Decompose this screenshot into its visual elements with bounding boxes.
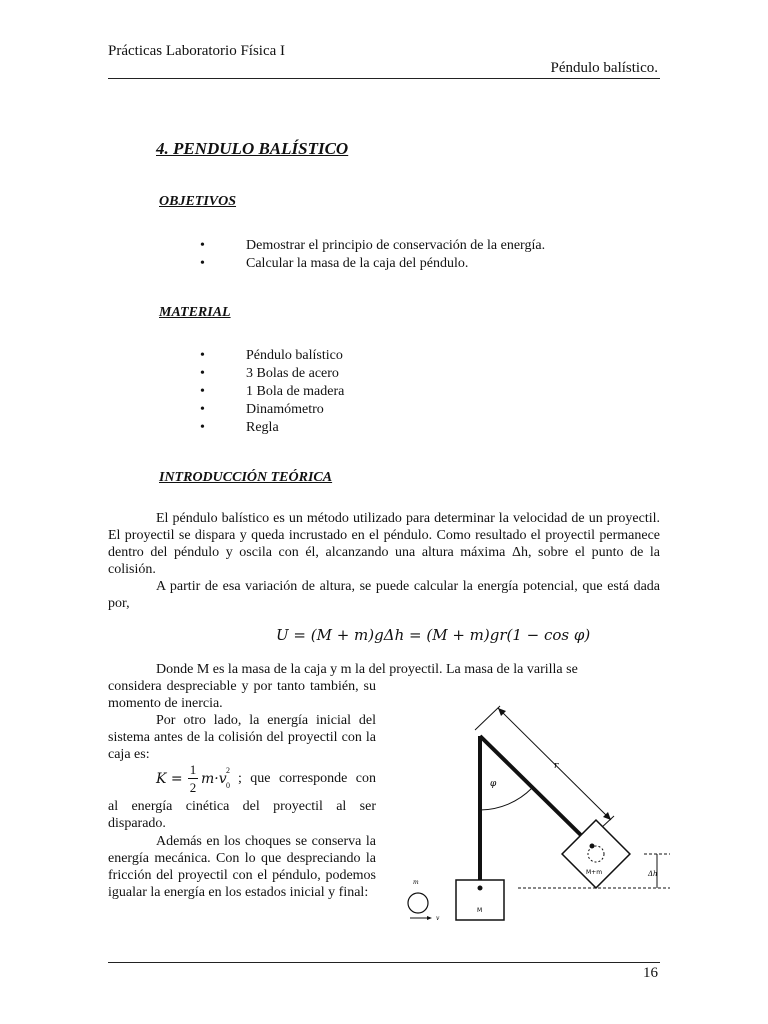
label-delta-h: Δh xyxy=(648,870,658,878)
material-heading: MATERIAL xyxy=(159,305,231,320)
intro-paragraph-3-rest: considera despreciable y por tanto también, su momento de inercia. xyxy=(108,679,376,711)
swung-box xyxy=(562,820,630,888)
page-number: 16 xyxy=(643,965,658,981)
intro-paragraph-2: A partir de esa variación de altura, se puede calcular la energía potencial, que está dada por, xyxy=(108,579,660,611)
intro-heading: INTRODUCCIÓN TEÓRICA xyxy=(159,470,333,485)
projectile-ball xyxy=(408,893,428,913)
pendulum-arm xyxy=(480,736,592,846)
list-item: • 1 Bola de madera xyxy=(200,383,344,401)
header-rule xyxy=(108,78,660,79)
eq-k-superscript: 2 xyxy=(226,766,230,775)
list-item: • Péndulo balístico xyxy=(200,347,344,365)
list-item: • Regla xyxy=(200,419,344,437)
list-item: • Dinamómetro xyxy=(200,401,344,419)
list-item: • Calcular la masa de la caja del péndulo. xyxy=(200,255,545,273)
label-projectile-mass: m xyxy=(413,879,419,886)
objectives-heading: OBJETIVOS xyxy=(159,194,237,209)
label-box-mass-combined: M+m xyxy=(586,869,603,876)
objectives-list xyxy=(200,237,545,273)
phi-angle-arc xyxy=(480,788,532,810)
velocity-arrowhead xyxy=(427,916,432,920)
intro-paragraph-4: Por otro lado, la energía inicial del sistema antes de la colisión del proyectil con la caja es: xyxy=(108,713,376,762)
ballistic-pendulum-figure xyxy=(400,690,675,930)
intro-paragraph-3-first-line: Donde M es la masa de la caja y m la del proyectil. La masa de la varilla se xyxy=(156,662,578,677)
label-r: r xyxy=(554,761,559,771)
eq-k-after-text: ; que corresponde con xyxy=(238,771,376,786)
material-list xyxy=(200,347,344,437)
header-chapter-title: Péndulo balístico. xyxy=(550,60,658,76)
eq-k-subscript: 0 xyxy=(226,781,230,790)
equation-kinetic-energy xyxy=(156,762,376,798)
eq-k-lhs: K = xyxy=(156,771,183,787)
eq-k-denominator: 2 xyxy=(189,780,197,795)
eq-k-numerator: 1 xyxy=(189,762,197,777)
header-course-title: Prácticas Laboratorio Física I xyxy=(108,43,286,59)
eq-k-rhs: m·v xyxy=(201,771,227,787)
page-title: 4. PENDULO BALÍSTICO xyxy=(156,139,349,158)
intro-paragraph-6: Además en los choques se conserva la energía mecánica. Con lo que despreciando la fricción del proyectil con el péndulo, podemos igualar la energía en los estados inicial y final: xyxy=(108,834,376,900)
arm-pivot-on-box xyxy=(590,844,595,849)
equation-potential-energy: U = (M + m)gΔh = (M + m)gr(1 − cos φ) xyxy=(276,626,591,644)
footer-rule xyxy=(108,962,660,963)
r-extension-line-top xyxy=(475,706,500,730)
label-velocity: v xyxy=(436,915,440,922)
list-item: • 3 Bolas de acero xyxy=(200,365,344,383)
list-item: • Demostrar el principio de conservación de la energía. xyxy=(200,237,545,255)
intro-paragraph-5: al energía cinética del proyectil al ser disparado. xyxy=(108,799,376,831)
label-phi: φ xyxy=(490,779,497,789)
label-box-mass: M xyxy=(477,907,483,914)
box-attachment-point xyxy=(478,886,483,891)
intro-paragraph-1: El péndulo balístico es un método utilizado para determinar la velocidad de un proyectil. El proyectil se dispara y queda incrustado en el péndulo. Como resultado el proyectil permanece dentro del péndulo y oscila con él, alcanzando una altura máxima Δh, sobre el punto de la colisión. xyxy=(108,511,660,577)
eq-k-fraction-bar xyxy=(188,778,198,779)
